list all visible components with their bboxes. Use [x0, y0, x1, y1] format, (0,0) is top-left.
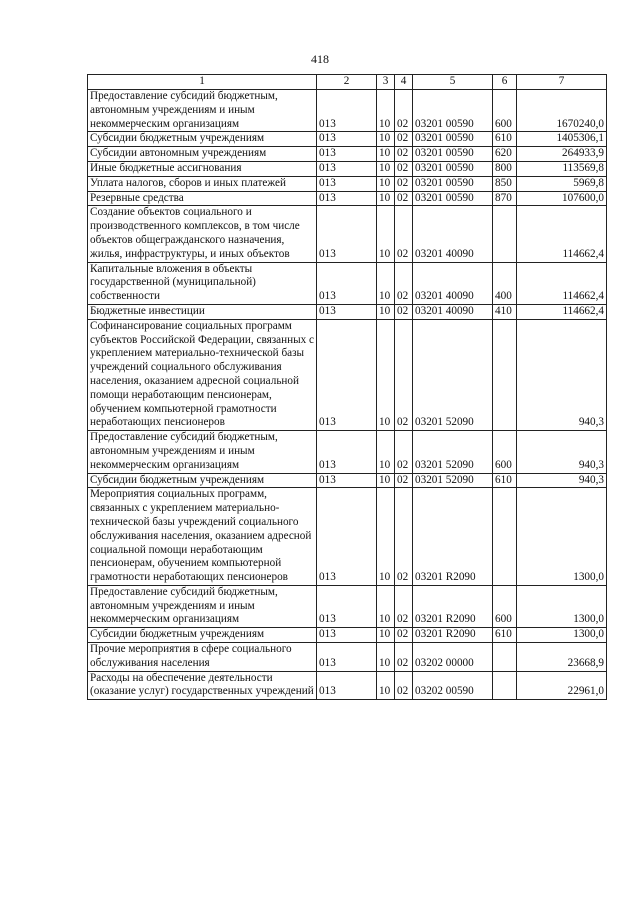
subsection-code: 02 [395, 90, 413, 132]
section-code: 10 [377, 473, 395, 488]
header-row [88, 75, 607, 90]
item-name: Резервные средства [88, 191, 317, 206]
ministry-code: 013 [317, 643, 377, 672]
expense-type-code: 620 [493, 147, 517, 162]
item-name: Иные бюджетные ассигнования [88, 161, 317, 176]
subsection-code: 02 [395, 161, 413, 176]
amount: 1300,0 [517, 585, 607, 627]
amount: 5969,8 [517, 176, 607, 191]
item-name: Прочие мероприятия в сфере социального обслуживания населения [88, 643, 317, 672]
expense-type-code: 600 [493, 90, 517, 132]
amount: 107600,0 [517, 191, 607, 206]
subsection-code: 02 [395, 488, 413, 586]
amount: 114662,4 [517, 206, 607, 262]
item-name: Субсидии бюджетным учреждениям [88, 473, 317, 488]
amount: 940,3 [517, 319, 607, 430]
target-code: 03201 R2090 [413, 488, 493, 586]
section-code: 10 [377, 262, 395, 304]
table-row [88, 161, 607, 176]
table-row [88, 176, 607, 191]
amount: 1405306,1 [517, 132, 607, 147]
section-code: 10 [377, 132, 395, 147]
table-row [88, 147, 607, 162]
expense-type-code [493, 319, 517, 430]
page-number: 418 [311, 52, 329, 66]
table-row [88, 319, 607, 430]
expense-type-code: 850 [493, 176, 517, 191]
table-row [88, 643, 607, 672]
section-code: 10 [377, 319, 395, 430]
subsection-code: 02 [395, 132, 413, 147]
target-code: 03201 40090 [413, 206, 493, 262]
column-header: 3 [377, 75, 395, 90]
section-code: 10 [377, 585, 395, 627]
target-code: 03201 52090 [413, 431, 493, 473]
ministry-code: 013 [317, 206, 377, 262]
item-name: Предоставление субсидий бюджетным, автономным учреждениям и иным некоммерческим организациям [88, 90, 317, 132]
expense-type-code [493, 206, 517, 262]
ministry-code: 013 [317, 319, 377, 430]
table-row [88, 431, 607, 473]
subsection-code: 02 [395, 671, 413, 700]
subsection-code: 02 [395, 643, 413, 672]
column-header: 6 [493, 75, 517, 90]
expense-type-code: 870 [493, 191, 517, 206]
column-header: 7 [517, 75, 607, 90]
table-row [88, 132, 607, 147]
section-code: 10 [377, 191, 395, 206]
ministry-code: 013 [317, 488, 377, 586]
amount: 114662,4 [517, 304, 607, 319]
expense-type-code [493, 671, 517, 700]
target-code: 03201 40090 [413, 262, 493, 304]
section-code: 10 [377, 643, 395, 672]
subsection-code: 02 [395, 147, 413, 162]
target-code: 03201 R2090 [413, 585, 493, 627]
target-code: 03201 00590 [413, 132, 493, 147]
target-code: 03202 00000 [413, 643, 493, 672]
table-row [88, 473, 607, 488]
ministry-code: 013 [317, 585, 377, 627]
table-row [88, 90, 607, 132]
subsection-code: 02 [395, 473, 413, 488]
amount: 940,3 [517, 473, 607, 488]
item-name: Мероприятия социальных программ, связанных с укреплением материально-технической базы учреждений социального обслуживания населения, оказанием адресной социальной помощи неработающим пенсионерам, обучением компьютерной грамотности неработающих пенсионеров [88, 488, 317, 586]
item-name: Предоставление субсидий бюджетным, автономным учреждениям и иным некоммерческим организациям [88, 431, 317, 473]
section-code: 10 [377, 161, 395, 176]
ministry-code: 013 [317, 90, 377, 132]
section-code: 10 [377, 206, 395, 262]
section-code: 10 [377, 304, 395, 319]
target-code: 03201 52090 [413, 319, 493, 430]
item-name: Расходы на обеспечение деятельности (оказание услуг) государственных учреждений [88, 671, 317, 700]
subsection-code: 02 [395, 628, 413, 643]
ministry-code: 013 [317, 262, 377, 304]
target-code: 03201 R2090 [413, 628, 493, 643]
column-header: 2 [317, 75, 377, 90]
section-code: 10 [377, 488, 395, 586]
target-code: 03201 00590 [413, 161, 493, 176]
target-code: 03201 00590 [413, 191, 493, 206]
target-code: 03201 00590 [413, 147, 493, 162]
expense-type-code: 600 [493, 585, 517, 627]
item-name: Предоставление субсидий бюджетным, автономным учреждениям и иным некоммерческим организациям [88, 585, 317, 627]
column-header: 1 [88, 75, 317, 90]
item-name: Капитальные вложения в объекты государственной (муниципальной) собственности [88, 262, 317, 304]
subsection-code: 02 [395, 585, 413, 627]
ministry-code: 013 [317, 671, 377, 700]
ministry-code: 013 [317, 628, 377, 643]
table-row [88, 191, 607, 206]
table-row [88, 262, 607, 304]
item-name: Субсидии бюджетным учреждениям [88, 628, 317, 643]
expense-type-code [493, 643, 517, 672]
item-name: Софинансирование социальных программ субъектов Российской Федерации, связанных с укреплением материально-технической базы учреждений социального обслуживания населения, оказанием адресной социальной помощи неработающим пенсионерам, обучением компьютерной грамотности неработающих пенсионеров [88, 319, 317, 430]
subsection-code: 02 [395, 206, 413, 262]
table-row [88, 671, 607, 700]
table-row [88, 488, 607, 586]
ministry-code: 013 [317, 161, 377, 176]
section-code: 10 [377, 90, 395, 132]
amount: 22961,0 [517, 671, 607, 700]
ministry-code: 013 [317, 147, 377, 162]
table-row [88, 206, 607, 262]
item-name: Уплата налогов, сборов и иных платежей [88, 176, 317, 191]
amount: 1300,0 [517, 628, 607, 643]
expense-type-code: 610 [493, 473, 517, 488]
column-header: 4 [395, 75, 413, 90]
expense-type-code [493, 488, 517, 586]
table-row [88, 628, 607, 643]
target-code: 03201 52090 [413, 473, 493, 488]
target-code: 03201 00590 [413, 176, 493, 191]
table-row [88, 304, 607, 319]
budget-table [87, 74, 607, 700]
amount: 1670240,0 [517, 90, 607, 132]
amount: 1300,0 [517, 488, 607, 586]
expense-type-code: 800 [493, 161, 517, 176]
expense-type-code: 610 [493, 628, 517, 643]
ministry-code: 013 [317, 191, 377, 206]
column-header: 5 [413, 75, 493, 90]
subsection-code: 02 [395, 319, 413, 430]
subsection-code: 02 [395, 431, 413, 473]
amount: 23668,9 [517, 643, 607, 672]
ministry-code: 013 [317, 132, 377, 147]
section-code: 10 [377, 176, 395, 191]
subsection-code: 02 [395, 176, 413, 191]
subsection-code: 02 [395, 262, 413, 304]
section-code: 10 [377, 628, 395, 643]
target-code: 03201 00590 [413, 90, 493, 132]
section-code: 10 [377, 671, 395, 700]
expense-type-code: 610 [493, 132, 517, 147]
ministry-code: 013 [317, 304, 377, 319]
subsection-code: 02 [395, 191, 413, 206]
target-code: 03202 00590 [413, 671, 493, 700]
amount: 114662,4 [517, 262, 607, 304]
expense-type-code: 600 [493, 431, 517, 473]
item-name: Субсидии бюджетным учреждениям [88, 132, 317, 147]
expense-type-code: 410 [493, 304, 517, 319]
section-code: 10 [377, 147, 395, 162]
expense-type-code: 400 [493, 262, 517, 304]
item-name: Создание объектов социального и производственного комплексов, в том числе объектов общегражданского назначения, жилья, инфраструктуры, и иных объектов [88, 206, 317, 262]
table-row [88, 585, 607, 627]
amount: 940,3 [517, 431, 607, 473]
target-code: 03201 40090 [413, 304, 493, 319]
ministry-code: 013 [317, 473, 377, 488]
item-name: Бюджетные инвестиции [88, 304, 317, 319]
section-code: 10 [377, 431, 395, 473]
subsection-code: 02 [395, 304, 413, 319]
amount: 113569,8 [517, 161, 607, 176]
ministry-code: 013 [317, 431, 377, 473]
item-name: Субсидии автономным учреждениям [88, 147, 317, 162]
amount: 264933,9 [517, 147, 607, 162]
ministry-code: 013 [317, 176, 377, 191]
